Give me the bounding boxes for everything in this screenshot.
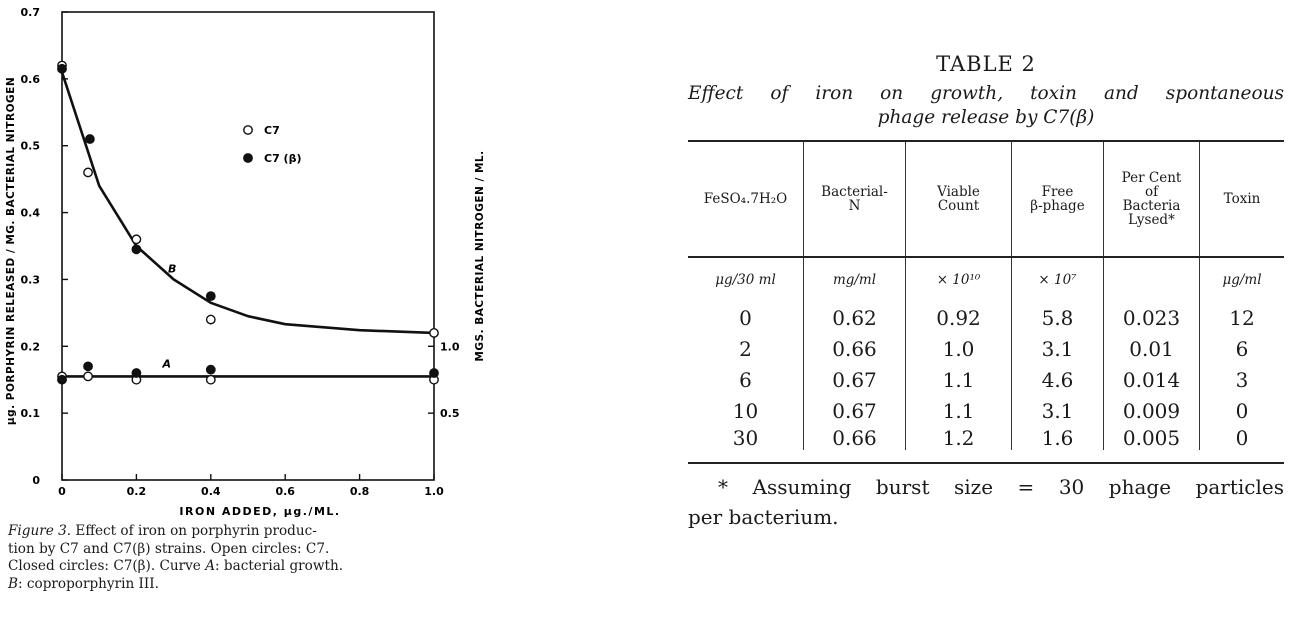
table-units-row (688, 258, 1284, 302)
table-cell: 5.8 (1012, 302, 1104, 333)
y2-tick-label: 0.5 (440, 407, 460, 421)
x-tick-label: 0 (58, 485, 66, 498)
table-unit-cell: μg/ml (1222, 272, 1262, 288)
table-title: TABLE 2 (936, 52, 1036, 76)
table-cell: 0.67 (804, 364, 906, 395)
caption-line-2: tion by C7 and C7(β) strains. Open circles: C7. (8, 540, 330, 557)
legend-marker (244, 154, 252, 162)
footnote-line-2: per bacterium. (688, 505, 839, 529)
data-point-closed (58, 65, 66, 73)
table-cell: 6 (688, 364, 804, 395)
table-header-cell: Free β-phage (1012, 142, 1104, 256)
table-header-cell: Toxin (1223, 191, 1261, 207)
x-tick-label: 0.6 (275, 485, 295, 498)
table-header-cell: Viable Count (906, 142, 1012, 256)
table-row (688, 426, 1284, 462)
table-cell: 1.1 (906, 395, 1012, 426)
x-tick-label: 0.4 (201, 485, 221, 498)
table-header-row (688, 142, 1284, 258)
x-axis-label: IRON ADDED, μg./ML. (179, 505, 341, 518)
table-row (688, 333, 1284, 364)
table-cell: 0 (688, 302, 804, 333)
caption-curve-b: B (8, 575, 18, 592)
table-footnote (688, 472, 1284, 532)
table-cell: 0.005 (1104, 426, 1200, 450)
table-cell: 6 (1235, 336, 1249, 361)
y-tick-label: 0 (32, 474, 40, 487)
caption-line-4: : coproporphyrin III. (18, 575, 159, 592)
y-tick-label: 0.2 (20, 340, 40, 354)
caption-line-3: Closed circles: C7(β). Curve (8, 558, 206, 574)
table-cell: 10 (688, 395, 804, 426)
x-tick-label: 0.2 (126, 485, 147, 498)
data-point-closed (58, 376, 66, 384)
data-point-open (84, 372, 92, 380)
table-bottom-rule (688, 462, 1284, 464)
table-cell: 0 (1235, 426, 1249, 450)
table-cell: 12 (1229, 305, 1255, 330)
table-cell: 0.014 (1104, 364, 1200, 395)
data-point-closed (207, 292, 215, 300)
x-tick-label: 1.0 (424, 485, 444, 498)
table-cell: 0.66 (804, 426, 906, 450)
figure-caption (8, 523, 493, 593)
table-cell: 0.01 (1104, 333, 1200, 364)
table-cell: 3.1 (1012, 333, 1104, 364)
legend-marker (244, 126, 252, 134)
caption-label: Figure 3. (8, 523, 72, 539)
table-cell: 1.1 (906, 364, 1012, 395)
table-row (688, 395, 1284, 426)
curve-label-b: B (168, 262, 177, 276)
table-cell: 30 (688, 426, 804, 450)
table-cell: 0.009 (1104, 395, 1200, 426)
table-header-cell: Bacterial- N (804, 142, 906, 256)
y-tick-label: 0.3 (20, 273, 40, 287)
data-point-closed (86, 135, 94, 143)
y-tick-label: 0.5 (20, 139, 40, 153)
table-header-cell: Per Cent of Bacteria Lysed* (1104, 142, 1200, 256)
table-subtitle (688, 82, 1284, 130)
data-point-open (207, 315, 215, 323)
table-cell: 0.66 (804, 333, 906, 364)
caption-line-3b: : bacterial growth. (215, 558, 344, 574)
legend-label: C7 (β) (264, 152, 302, 165)
table-cell: 0.67 (804, 395, 906, 426)
table-cell: 2 (688, 333, 804, 364)
table-cell: 1.2 (906, 426, 1012, 450)
data-point-closed (430, 369, 438, 377)
figure-panel (0, 0, 500, 618)
y2-axis-label: MGS. BACTERIAL NITROGEN / ML. (474, 150, 486, 362)
data-point-closed (84, 362, 92, 370)
porphyrin-chart (0, 0, 500, 520)
y2-tick-label: 1.0 (440, 340, 460, 354)
table-cell: 3 (1235, 367, 1249, 392)
curve-label-a: A (162, 357, 171, 371)
table-unit-cell (1104, 258, 1200, 302)
table-unit-cell: × 10⁷ (1012, 258, 1104, 302)
data-table (688, 140, 1284, 462)
data-point-open (430, 329, 438, 337)
data-point-open (84, 168, 92, 176)
data-point-open (207, 376, 215, 384)
curve-b (62, 72, 434, 333)
table-body (688, 302, 1284, 462)
table-cell: 1.0 (906, 333, 1012, 364)
data-point-closed (207, 365, 215, 373)
table-unit-cell: μg/30 ml (688, 258, 804, 302)
table-cell: 0.62 (804, 302, 906, 333)
table-row (688, 302, 1284, 333)
table-cell: 1.6 (1012, 426, 1104, 450)
table-subtitle-line-2: phage release by C7(β) (877, 107, 1095, 128)
table-cell: 0.023 (1104, 302, 1200, 333)
y-tick-label: 0.6 (20, 72, 40, 86)
caption-line-1: Effect of iron on porphyrin produc- (75, 523, 317, 539)
footnote-line-1: * Assuming burst size = 30 phage particles (718, 475, 1284, 499)
data-point-open (132, 235, 140, 243)
table-unit-cell: × 10¹⁰ (906, 258, 1012, 302)
table-cell: 3.1 (1012, 395, 1104, 426)
y-tick-label: 0.7 (20, 6, 40, 19)
table-unit-cell: mg/ml (804, 258, 906, 302)
data-point-closed (132, 245, 140, 253)
legend-label: C7 (264, 124, 280, 137)
y-tick-label: 0.4 (20, 206, 40, 220)
table-cell: 0 (1235, 398, 1249, 423)
table-cell: 4.6 (1012, 364, 1104, 395)
table-header-cell: FeSO₄.7H₂O (688, 142, 804, 256)
y-tick-label: 0.1 (20, 407, 40, 421)
x-tick-label: 0.8 (349, 485, 370, 498)
table-subtitle-line-1: Effect of iron on growth, toxin and spontaneous (688, 83, 1284, 104)
y-axis-label: μg. PORPHYRIN RELEASED / MG. BACTERIAL NITROGEN (5, 76, 17, 426)
plot-frame (62, 12, 434, 480)
table-row (688, 364, 1284, 395)
table-panel (688, 40, 1284, 532)
table-cell: 0.92 (906, 302, 1012, 333)
data-point-closed (132, 369, 140, 377)
caption-curve-a: A (205, 558, 216, 574)
